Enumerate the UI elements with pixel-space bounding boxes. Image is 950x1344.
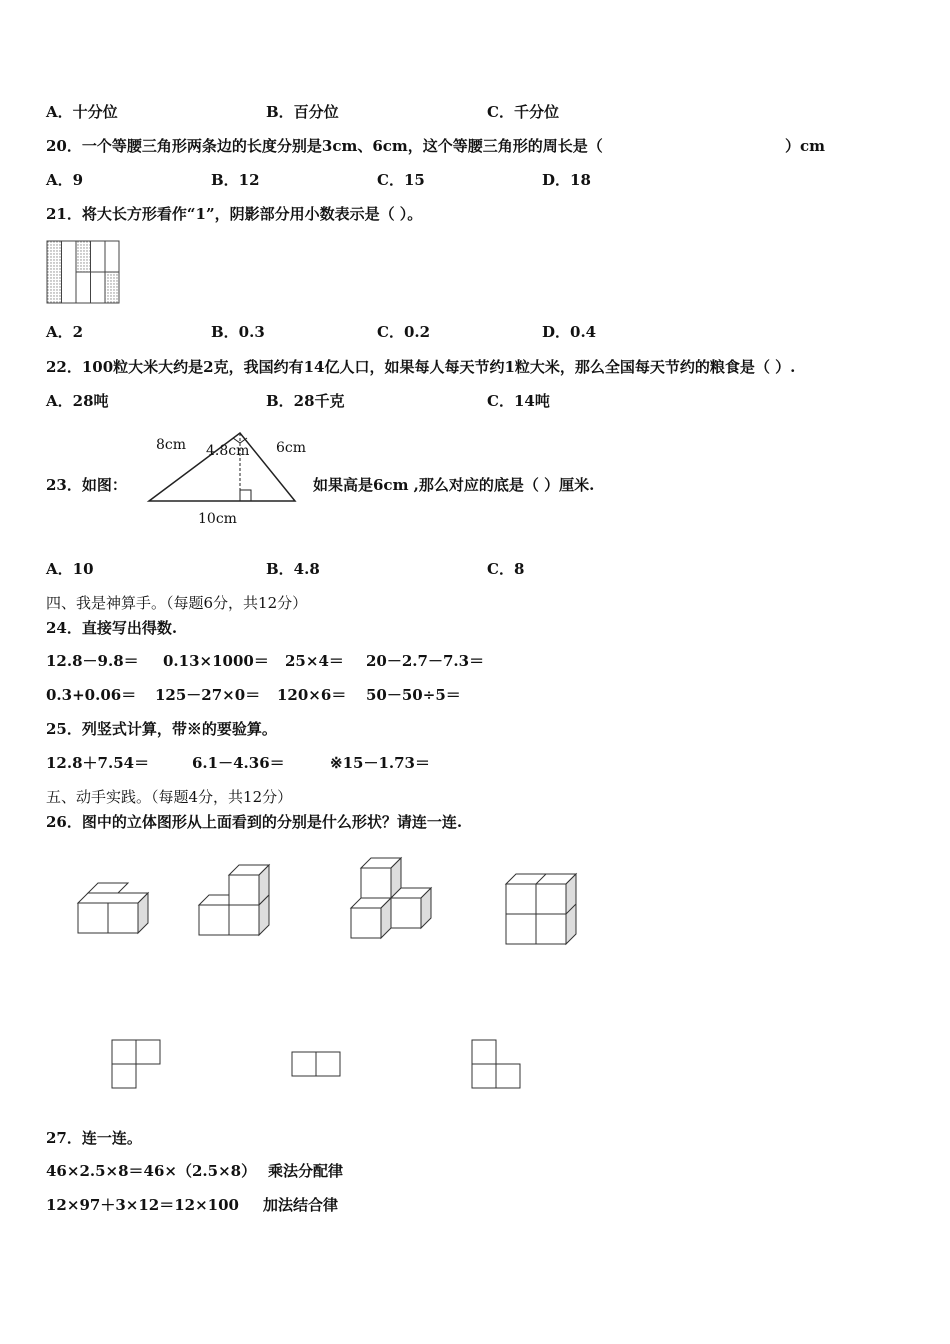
q26-solid-1 <box>70 875 155 940</box>
q26-top-view-2 <box>291 1051 343 1079</box>
q23-label-left-side: 8cm <box>156 437 187 453</box>
q25-stem: 25．列竖式计算，带※的要验算。 <box>46 720 277 738</box>
q26-solid-2 <box>190 855 275 945</box>
q22-stem: 22．100粒大米大约是2克，我国约有14亿人口，如果每人每天节约1粒大米，那么全国每天节约的粮食是（ ）. <box>46 358 796 376</box>
q26-top-view-3 <box>471 1039 523 1091</box>
q22-option-b: B．28千克 <box>266 392 345 410</box>
q23-label-height: 4.8cm <box>206 443 250 459</box>
section5-title: 五、动手实践。（每题4分，共12分） <box>46 788 293 806</box>
q21-option-b: B．0.3 <box>211 323 265 341</box>
q20-option-c: C．15 <box>377 171 425 189</box>
q23-label-base: 10cm <box>198 511 237 527</box>
q22-option-a: A．28吨 <box>46 392 109 410</box>
q26-solid-4 <box>500 868 585 948</box>
q24-item: 25×4＝ <box>285 652 344 670</box>
q25-item: 6.1－4.36＝ <box>192 754 285 772</box>
shaded-block-right <box>105 272 119 303</box>
q21-option-a: A．2 <box>46 323 84 341</box>
q24-item: 20－2.7－7.3＝ <box>366 652 485 670</box>
q27-law: 乘法分配律 <box>268 1162 344 1180</box>
q23-suffix: 如果高是6cm ,那么对应的底是（ ）厘米. <box>313 476 595 494</box>
q20-option-b: B．12 <box>211 171 260 189</box>
q20-stem-end: ）cm <box>785 137 826 155</box>
q25-item: 12.8＋7.54＝ <box>46 754 150 772</box>
q24-item: 120×6＝ <box>277 686 347 704</box>
q27-expression: 12×97＋3×12＝12×100 <box>46 1196 239 1214</box>
q19-option-b: B．百分位 <box>266 103 339 121</box>
q20-option-d: D．18 <box>542 171 591 189</box>
shaded-strip-left <box>48 242 62 303</box>
q24-item: 0.13×1000＝ <box>163 652 269 670</box>
q24-item: 12.8－9.8＝ <box>46 652 139 670</box>
q21-option-d: D．0.4 <box>542 323 597 341</box>
q26-solid-3 <box>345 852 440 947</box>
q21-stem: 21．将大长方形看作“1”，阴影部分用小数表示是（ ）。 <box>46 205 423 223</box>
q24-item: 125－27×0＝ <box>155 686 261 704</box>
q19-option-a: A．十分位 <box>46 103 118 121</box>
q24-stem: 24．直接写出得数. <box>46 619 178 637</box>
q21-rectangle-figure <box>47 241 121 305</box>
q27-law: 加法结合律 <box>263 1196 339 1214</box>
q23-option-a: A．10 <box>46 560 94 578</box>
q27-stem: 27．连一连。 <box>46 1129 142 1147</box>
q24-item: 50－50÷5＝ <box>366 686 461 704</box>
section4-title: 四、我是神算手。（每题6分，共12分） <box>46 594 308 612</box>
q25-item: ※15－1.73＝ <box>330 754 430 772</box>
q27-expression: 46×2.5×8＝46×（2.5×8） <box>46 1162 257 1180</box>
q23-prefix: 23．如图： <box>46 476 127 494</box>
q21-option-c: C．0.2 <box>377 323 431 341</box>
q23-option-c: C．8 <box>487 560 525 578</box>
shaded-block-middle <box>76 242 90 272</box>
q19-option-c: C．千分位 <box>487 103 559 121</box>
q20-option-a: A．9 <box>46 171 84 189</box>
q26-stem: 26．图中的立体图形从上面看到的分别是什么形状？请连一连. <box>46 813 463 831</box>
q22-option-c: C．14吨 <box>487 392 550 410</box>
q20-stem: 20．一个等腰三角形两条边的长度分别是3cm、6cm，这个等腰三角形的周长是（ <box>46 137 603 155</box>
q24-item: 0.3+0.06＝ <box>46 686 137 704</box>
q23-label-right-side: 6cm <box>276 440 307 456</box>
q26-top-view-1 <box>111 1039 163 1091</box>
q23-option-b: B．4.8 <box>266 560 320 578</box>
